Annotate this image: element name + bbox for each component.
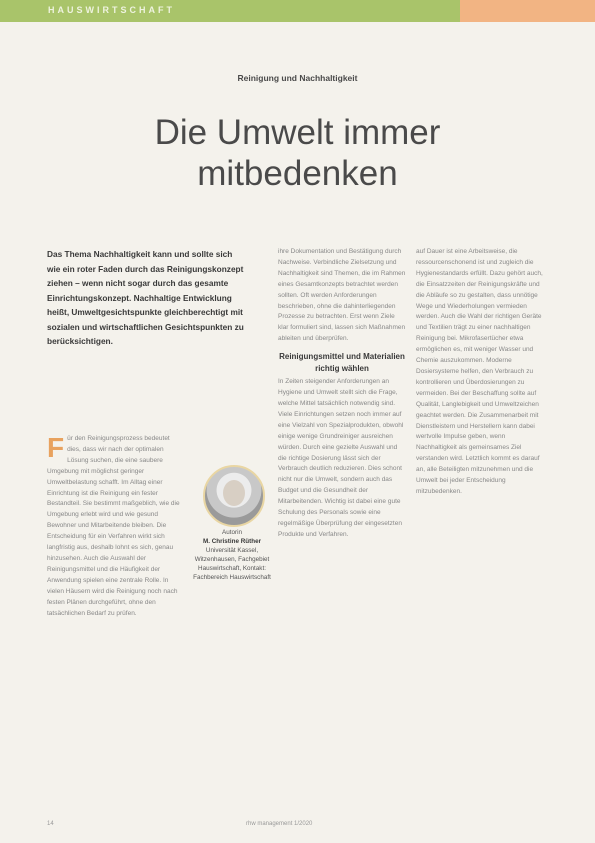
column-2-text-2: In Zeiten steigender Anforderungen an Hygiene und Umwelt stellt sich die Frage, welche Mittel tatsächlich notwendig sind. Viele Einrichtungen setzen noch immer auf eine Vielzahl von Spezialprodukten, obwohl einige wenige Grundreiniger ausreichen würden. Durch eine gezielte Auswahl und die richtige Dosierung lässt sich der Verbrauch deutlich reduzieren. Dies schont nicht nur die Umwelt, sondern auch das Budget und die Gesundheit der Mitarbeitenden. Wichtig ist dabei eine gute Schulung des Personals sowie eine regelmäßige Überprüfung der eingesetzten Produkte und Verfahren. [278,378,404,538]
column-1 [47,434,183,619]
author-affiliation: Universität Kassel, Witzenhausen, Fachgebiet Hauswirtschaft, Kontakt: Fachbereich Hauswirtschaft [193,547,271,582]
column-1-text: ür den Reinigungsprozess bedeutet dies, dass wir nach der optimalen Lösung suchen, die eine saubere Umgebung mit möglichst geringer Umweltbelastung schafft. Im Alltag einer Einrichtung ist die Reinigung ein fester Bestandteil. Sie bestimmt maßgeblich, wie die Umgebung erlebt wird und wie gesund Bewohner und Mitarbeitende bleiben. Die Entscheidung für ein Verfahren wirkt sich langfristig aus, deshalb lohnt es sich, genau hinzusehen. Auch die Auswahl der Reinigungsmittel und die Häufigkeit der Anwendung spielen eine zentrale Rolle. In vielen Häusern wird die Reinigung noch nach festen Plänen durchgeführt, ohne den tatsächlichen Bedarf zu prüfen. [47,435,180,617]
author-name: M. Christine Rüther [202,538,262,546]
article-kicker: Reinigung und Nachhaltigkeit [237,73,358,83]
headline-line-2: mitbedenken [197,154,398,193]
section-label: HAUSWIRTSCHAFT [48,5,175,15]
page-number: 14 [47,821,54,827]
section-bar-orange [460,0,595,22]
magazine-name: rhw management 1/2020 [246,821,313,827]
author-face [223,480,245,506]
headline-line-1: Die Umwelt immer [154,113,441,152]
column-2-subhead: Reinigungsmittel und Materialien richtig wählen [279,352,405,373]
drop-cap: F [47,432,65,463]
column-3-text: auf Dauer ist eine Arbeitsweise, die ressourcenschonend ist und zugleich die Hygienestandards erfüllt. Dazu gehört auch, die Einsatzzeiten der Reinigungskräfte und die Abläufe so zu gestalten, dass unnötige Wege und Wiederholungen vermieden werden. Auch die Wahl der richtigen Geräte und Textilien trägt zu einer nachhaltigen Reinigung bei. Mikrofasertücher etwa ermöglichen es, mit weniger Wasser und Chemie auszukommen. Moderne Dosiersysteme helfen, den Verbrauch zu kontrollieren und Überdosierungen zu vermeiden. Bei der Beschaffung sollte auf Qualität, Langlebigkeit und Umweltzeichen geachtet werden. Die Zusammenarbeit mit Dienstleistern und Herstellern kann dabei wertvolle Impulse geben, wenn Nachhaltigkeit als gemeinsames Ziel verstanden wird. Letztlich kommt es darauf an, alle Beteiligten mitzunehmen und die Umwelt bei jeder Entscheidung mitzubedenken. [416,248,543,495]
column-3 [416,247,546,498]
column-2 [278,247,406,541]
section-bar [0,0,595,22]
author-photo [203,465,265,527]
column-2-text-1: ihre Dokumentation und Bestätigung durch Nachweise. Verbindliche Zielsetzung und Nachhaltigkeit sind Themen, die im Rahmen eines Gesamtkonzepts betrachtet werden sollten. Oft werden Anforderungen beschrieben, ohne die dahinterliegenden Prozesse zu betrachten. Erst wenn Ziele klar formuliert sind, lassen sich Maßnahmen ableiten und überprüfen. [278,248,406,343]
author-role: Autorin [222,529,242,536]
article-lead: Das Thema Nachhaltigkeit kann und sollte sich wie ein roter Faden durch das Reinigungskonzept ziehen – wenn nicht sogar durch das gesamte Einrichtungskonzept. Nachhaltige Entwicklung heißt, Umweltgesichtspunkte gleichberechtigt mit sozialen und wirtschaftlichen Gesichtspunkten zu berücksichtigen. [47,249,244,346]
author-caption [190,528,274,583]
article-headline [0,112,595,194]
